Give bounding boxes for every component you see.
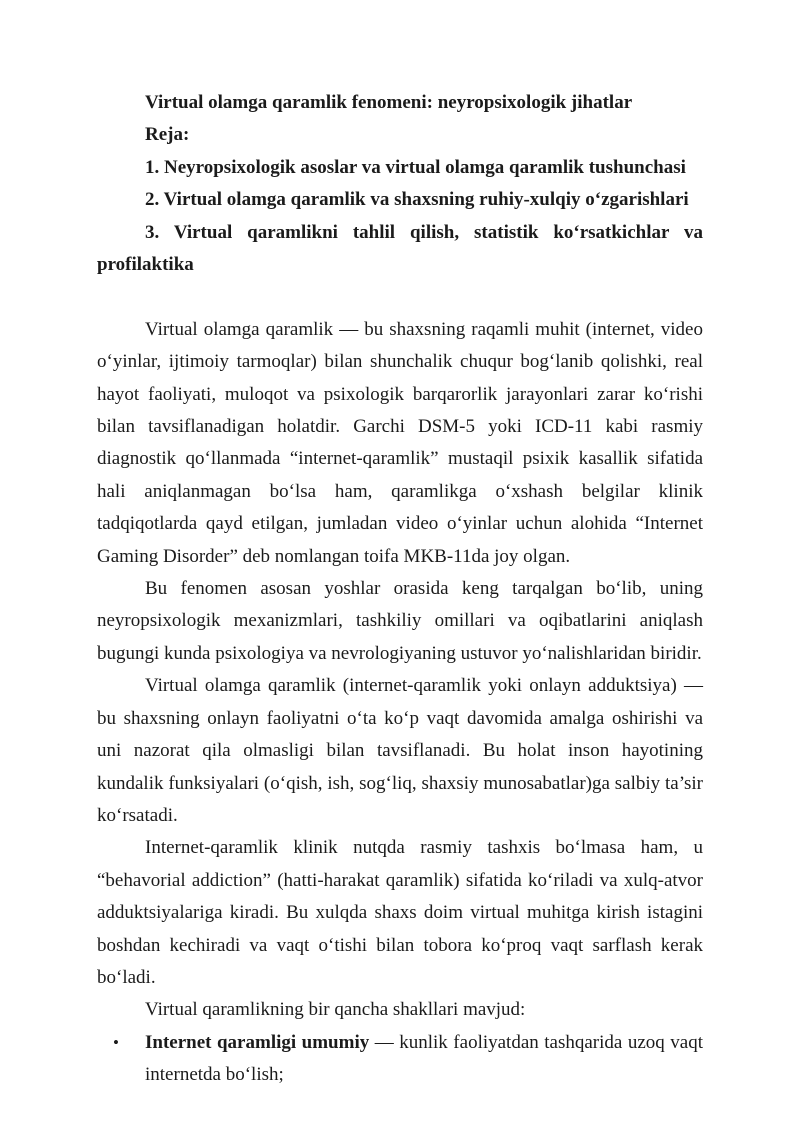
document-content bbox=[97, 87, 703, 1092]
list-item-term: Internet qaramligi umumiy bbox=[145, 1031, 370, 1053]
list-item-text: — kunlik faoliyatdan tashqarida uzoq vaqt internetda bo‘lish; bbox=[145, 1031, 704, 1086]
list-item bbox=[97, 1027, 703, 1092]
paragraph-2: Bu fenomen asosan yoshlar orasida keng tarqalgan bo‘lib, uning neyropsixologik mexanizmlari, tashkiliy omillari va oqibatlarini aniqlash bugungi kunda psixologiya va nevrologiyaning ustuvor yo‘nalishlaridan biridir. bbox=[97, 578, 703, 664]
paragraph-4: Internet-qaramlik klinik nutqda rasmiy tashxis bo‘lmasa ham, u “behavorial addiction” (hatti-harakat qaramlik) sifatida ko‘riladi va xulq-atvor adduktsiyalariga kiradi. Bu xulqda shaxs doim virtual muhitga kirish istagini boshdan kechiradi va vaqt o‘tishi bilan tobora ko‘proq vaqt sarflash kerak bo‘ladi. bbox=[97, 837, 703, 988]
page-title: Virtual olamga qaramlik fenomeni: neyropsixologik jihatlar bbox=[145, 92, 633, 113]
plan-item-1: 1. Neyropsixologik asoslar va virtual olamga qaramlik tushunchasi bbox=[145, 156, 686, 178]
plan-item-2: 2. Virtual olamga qaramlik va shaxsning ruhiy-xulqiy o‘zgarishlari bbox=[145, 189, 689, 211]
paragraph-1: Virtual olamga qaramlik — bu shaxsning raqamli muhit (internet, video o‘yinlar, ijtimoiy tarmoqlar) bilan shunchalik chuqur bog‘lanib qolishki, real hayot faoliyati, muloqot va psixologik barqarorlik jarayonlari zarar ko‘rishi bilan tavsiflanadigan holatdir. Garchi DSM-5 yoki ICD-11 kabi rasmiy diagnostik qo‘llanmada “internet-qaramlik” mustaqil psixik kasallik sifatida hali aniqlanmagan bo‘lsa ham, qaramlikga o‘xshash belgilar klinik tadqiqotlarda qayd etilgan, jumladan video o‘yinlar uchun alohida “Internet Gaming Disorder” deb nomlangan toifa MKB-11da joy olgan. bbox=[97, 318, 703, 567]
plan-item-3: 3. Virtual qaramlikni tahlil qilish, statistik ko‘rsatkichlar va profilaktika bbox=[97, 221, 703, 276]
spacer bbox=[97, 281, 703, 313]
list-intro: Virtual qaramlikning bir qancha shakllari mavjud: bbox=[145, 999, 526, 1021]
bullet-marker: • bbox=[113, 1032, 119, 1052]
plan-heading: Reja: bbox=[145, 124, 190, 146]
paragraph-3: Virtual olamga qaramlik (internet-qaramlik yoki onlayn adduktsiya) — bu shaxsning onlayn faoliyatni o‘ta ko‘p vaqt davomida amalga oshirishi va uni nazorat qila olmasligi bilan tavsiflanadi. Bu holat inson hayotining kundalik funksiyalari (o‘qish, ish, sog‘liq, shaxsiy munosabatlar)ga salbiy ta’sir ko‘rsatadi. bbox=[97, 675, 703, 826]
